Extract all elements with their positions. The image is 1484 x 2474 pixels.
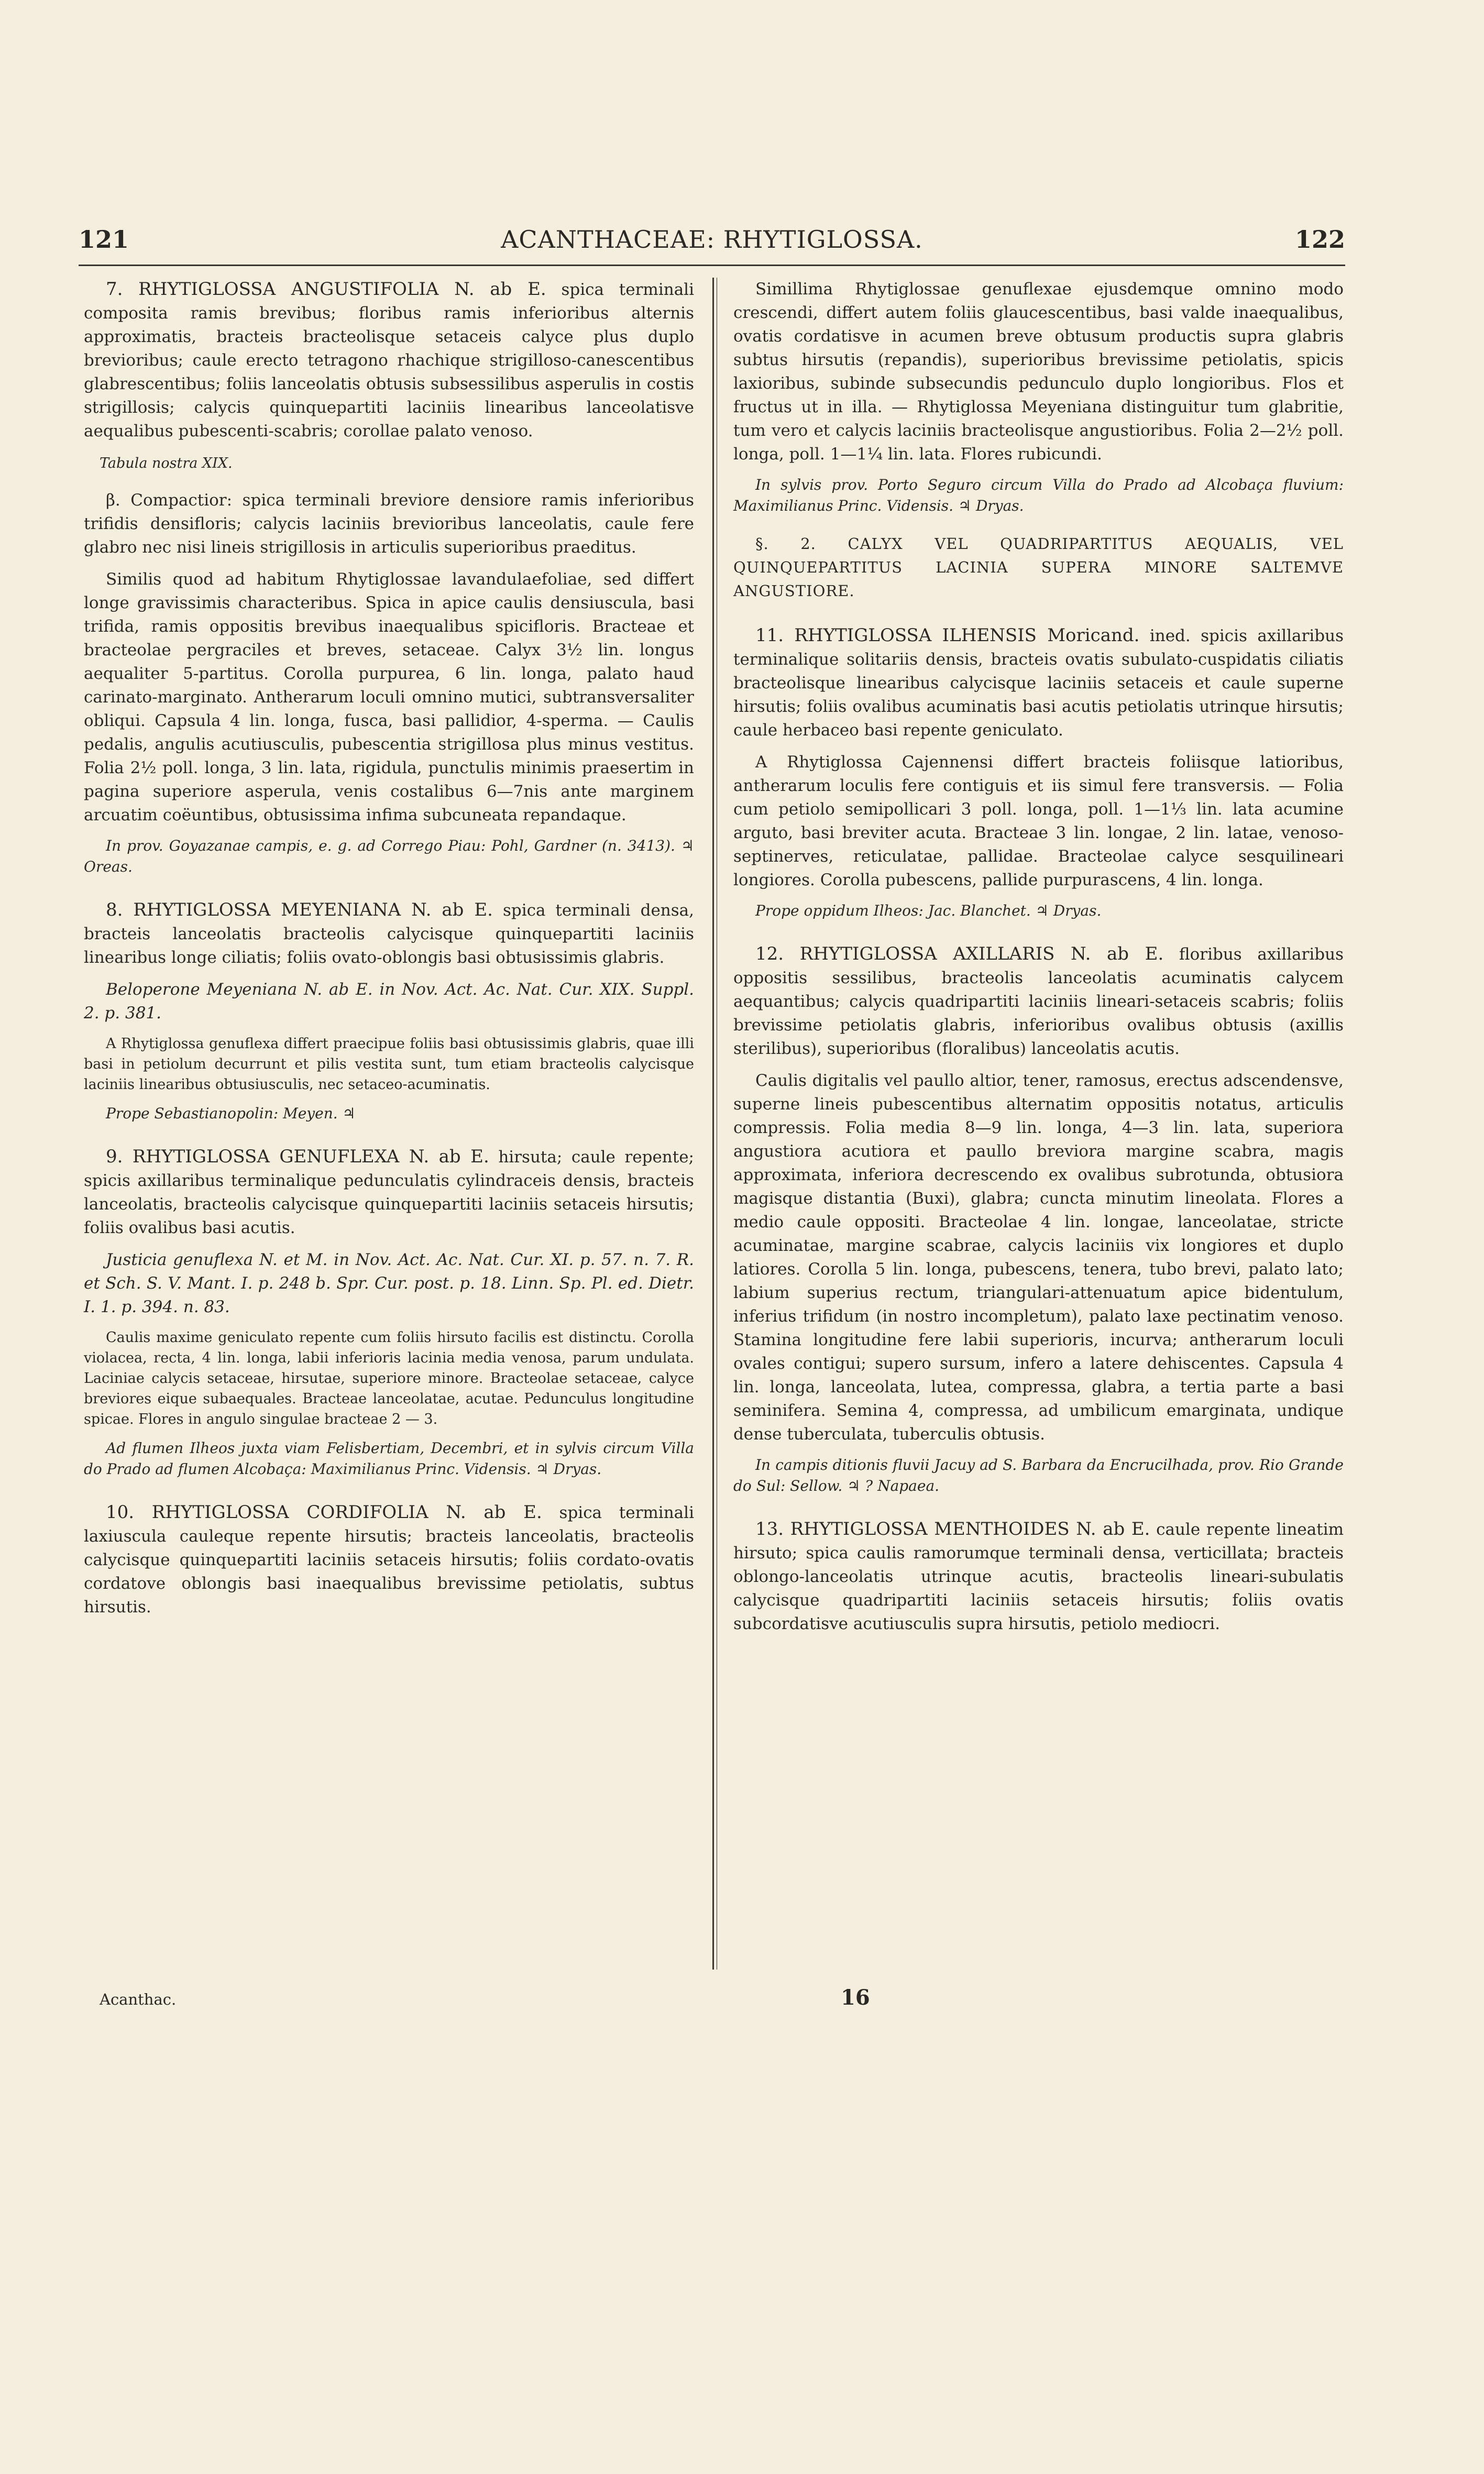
species-10-description: Simillima Rhytiglossae genuflexae ejusdemque omnino modo crescendi, differt autem foliis glaucescentibus, basi valde inaequalibus, ovatis cordatisve in acumen breve obtusum productis supra glabris subtus hirsutis (repandis), superioribus brevissime petiolatis, spicis laxioribus, subinde subsecundis pedunculo duplo longioribus. Flos et fructus ut in illa. — Rhytiglossa Meyeniana distinguitur tum glabritie, tum vero et calycis laciniis bracteolisque angustioribus. Folia 2—2½ poll. longa, poll. 1—1¼ lin. lata. Flores rubicundi.: [733, 280, 1344, 464]
column-divider: [712, 278, 714, 1970]
species-12-locality: In campis ditionis fluvii Jacuy ad S. Barbara da Encrucilhada, prov. Rio Grande do Sul: Sellow. ♃ ? Napaea.: [733, 1456, 1344, 1494]
species-9-synonyms: Justicia genuflexa N. et M. in Nov. Act. Ac. Nat. Cur. XI. p. 57. n. 7. R. et Sch. S. V. Mant. I. p. 248 b. Spr. Cur. post. p. 18. Linn. Sp. Pl. ed. Dietr. I. 1. p. 394. n. 83.: [84, 1250, 694, 1316]
right-column: [733, 278, 1344, 1644]
species-13-diagnosis: caule repente lineatim hirsuto; spica caulis ramorumque terminali densa, verticillata; bracteis oblongo-lanceolatis utrinque acutis, bracteolis lineari-subulatis calycisque quadripartiti laciniis setaceis hirsutis; foliis ovatis subcordatisve acutiusculis supra hirsutis, petiolo mediocri.: [733, 1520, 1344, 1633]
sheet-number: 16: [841, 1985, 870, 2010]
species-11-entry: [733, 624, 1344, 742]
species-7-plate-reference: Tabula nostra XIX.: [100, 455, 233, 471]
species-7-entry: [84, 278, 694, 443]
species-12-diagnosis: floribus axillaribus oppositis sessilibus, bracteolis lanceolatis acuminatis calycem aequantibus; calycis quadripartiti laciniis lineari-setaceis scabris; foliis brevissime petiolatis glabris, inferioribus ovalibus obtusis (axillis sterilibus), superioribus (floralibus) lanceolatis acutis.: [733, 945, 1344, 1058]
right-page-number: 122: [1294, 225, 1345, 254]
species-8-locality: Prope Sebastianopolin: Meyen. ♃: [106, 1105, 356, 1122]
species-8-heading: 8. RHYTIGLOSSA MEYENIANA N. ab E.: [106, 899, 493, 920]
species-10-diagnosis: spica terminali laxiuscula cauleque repente hirsutis; bracteis lanceolatis, bracteolis calycisque quinquepartiti laciniis setaceis hirsutis; foliis cordato-ovatis cordatove oblongis basi inaequalibus brevissime petiolatis, subtus hirsutis.: [84, 1503, 694, 1617]
species-9-heading: 9. RHYTIGLOSSA GENUFLEXA N. ab E.: [106, 1146, 489, 1167]
section-heading-2: §. 2. CALYX VEL QUADRIPARTITUS AEQUALIS, VEL QUINQUEPARTITUS LACINIA SUPERA MINORE SALTEMVE ANGUSTIORE.: [733, 535, 1344, 600]
species-11-heading: 11. RHYTIGLOSSA ILHENSIS Moricand.: [755, 625, 1140, 646]
signature-mark: Acanthac.: [100, 1991, 177, 2008]
species-8-entry: [84, 898, 694, 970]
species-9-diagnosis: hirsuta; caule repente; spicis axillaribus terminalique pedunculatis cylindraceis densis, bracteis lanceolatis, bracteolis calycisque quinquepartiti laciniis setaceis hirsutis; foliis ovalibus basi acutis.: [84, 1148, 695, 1237]
species-9-locality: Ad flumen Ilheos juxta viam Felisbertiam, Decembri, et in sylvis circum Villa do Prado ad flumen Alcobaça: Maximilianus Princ. Vidensis. ♃ Dryas.: [84, 1439, 694, 1478]
running-title: ACANTHACEAE: RHYTIGLOSSA.: [501, 225, 923, 254]
running-header: [79, 225, 1345, 262]
left-column: [84, 278, 694, 1628]
species-10-locality: In sylvis prov. Porto Seguro circum Villa do Prado ad Alcobaça fluvium: Maximilianus Princ. Vidensis. ♃ Dryas.: [733, 476, 1344, 514]
header-rule: [79, 265, 1345, 266]
species-12-description: Caulis digitalis vel paullo altior, tener, ramosus, erectus adscendensve, superne lineis pubescentibus alternatim oppositis notatus, articulis compressis. Folia media 8—9 lin. longa, 4—3 lin. lata, superiora angustiora acutiora et paullo breviora margine scabra, magis approximata, inferiora decrescendo ex ovalibus subrotunda, obtusiora magisque distantia (Buxi), glabra; cuncta minutim lineolata. Flores a medio caule oppositi. Bracteolae 4 lin. longae, lanceolatae, stricte acuminatae, margine scabrae, calycis laciniis vix longiores et duplo latiores. Corolla 5 lin. longa, pubescens, tenera, tubo brevi, palato lato; labium superius rectum, triangulari-attenuatum apice bidentulum, inferius trifidum (in nostro incompletum), palato laxe pectinatim venoso. Stamina longitudine fere labii superioris, incurva; antherarum loculi ovales contigui; supero sursum, infero a latere dehiscentes. Capsula 4 lin. longa, lanceolata, lutea, compressa, glabra, a tertia parte a basi seminifera. Semina 4, compressa, ad umbilicum emarginata, undique dense tuberculata, tuberculis obtusis.: [733, 1071, 1344, 1444]
species-12-entry: [733, 942, 1344, 1061]
species-11-locality: Prope oppidum Ilheos: Jac. Blanchet. ♃ Dryas.: [755, 902, 1102, 919]
species-7-heading: 7. RHYTIGLOSSA ANGUSTIFOLIA N. ab E.: [106, 279, 546, 300]
species-8-note: A Rhytiglossa genuflexa differt praecipue foliis basi obtusissimis glabris, quae illi basi in petiolum decurrunt et pilis vestita sunt, tum etiam bracteolis calycisque laciniis linearibus obtusiusculis, nec setaceo-acuminatis.: [84, 1036, 694, 1093]
species-8-synonym: Beloperone Meyeniana N. ab E. in Nov. Act. Ac. Nat. Cur. XIX. Suppl. 2. p. 381.: [84, 980, 694, 1022]
species-13-entry: [733, 1518, 1344, 1636]
species-13-heading: 13. RHYTIGLOSSA MENTHOIDES N. ab E.: [755, 1519, 1150, 1540]
left-page-number: 121: [79, 225, 129, 254]
species-11-diagnosis: ined. spicis axillaribus terminalique solitariis densis, bracteis ovatis subulato-cuspidatis ciliatis bracteolisque linearibus calycisque laciniis setaceis et caule superne hirsutis; foliis ovalibus acuminatis basi acutis petiolatis utrinque hirsutis; caule herbaceo basi repente geniculato.: [733, 626, 1344, 740]
species-7-locality: In prov. Goyazanae campis, e. g. ad Corrego Piau: Pohl, Gardner (n. 3413). ♃ Oreas.: [84, 837, 694, 875]
species-10-heading: 10. RHYTIGLOSSA CORDIFOLIA N. ab E.: [106, 1502, 542, 1523]
species-11-description: A Rhytiglossa Cajennensi differt bracteis foliisque latioribus, antherarum loculis fere contiguis et iis simul fere transversis. — Folia cum petiolo semipollicari 3 poll. longa, poll. 1—1⅓ lin. lata acumine arguto, basi breviter acuta. Bracteae 3 lin. longae, 2 lin. latae, venoso-septinerves, reticulatae, pallidae. Bracteolae calyce sesquilineari longiores. Corolla pubescens, pallide purpurascens, 4 lin. longa.: [733, 753, 1344, 889]
species-7-diagnosis: spica terminali composita ramis brevibus; floribus ramis inferioribus alternis approximatis, bracteis bracteolisque setaceis calyce plus duplo brevioribus; caule erecto tetragono rhachique strigilloso-canescentibus glabrescentibus; foliis lanceolatis obtusis subsessilibus asperulis in costis strigillosis; calycis quinquepartiti laciniis linearibus lanceolatisve aequalibus pubescenti-scabris; corollae palato venoso.: [84, 280, 695, 441]
species-7-variety-beta: β. Compactior: spica terminali breviore densiore ramis inferioribus trifidis densifloris; calycis laciniis brevioribus lanceolatis, caule fere glabro nec nisi lineis strigillosis in articulis superioribus praeditus.: [84, 491, 694, 557]
species-12-heading: 12. RHYTIGLOSSA AXILLARIS N. ab E.: [755, 943, 1164, 964]
species-9-description: Caulis maxime geniculato repente cum foliis hirsuto facilis est distinctu. Corolla violacea, recta, 4 lin. longa, labii inferioris lacinia media venosa, parum undulata. Laciniae calycis setaceae, hirsutae, superiore minore. Bracteolae setaceae, calyce breviores eique subaequales. Bracteae lanceolatae, acutae. Pedunculus longitudine spicae. Flores in angulo singulae bracteae 2 — 3.: [84, 1329, 694, 1427]
species-7-description: Similis quod ad habitum Rhytiglossae lavandulaefoliae, sed differt longe gravissimis characteribus. Spica in apice caulis densiuscula, basi trifida, ramis oppositis brevibus inaequalibus spicifloris. Bracteae et bracteolae pergraciles et breves, setaceae. Calyx 3½ lin. longus aequaliter 5-partitus. Corolla purpurea, 6 lin. longa, palato haud carinato-marginato. Antherarum loculi omnino mutici, subtransversaliter obliqui. Capsula 4 lin. longa, fusca, basi pallidior, 4-sperma. — Caulis pedalis, angulis acutiusculis, pubescentia strigillosa plus minus vestitus. Folia 2½ poll. longa, 3 lin. lata, rigidula, punctulis minimis praesertim in pagina superiore asperula, venis costalibus 6—7nis ante marginem arcuatim coëuntibus, obtusissima infima subcuneata repandaque.: [84, 570, 694, 824]
species-9-entry: [84, 1145, 694, 1240]
species-10-entry: [84, 1501, 694, 1619]
species-8-diagnosis: spica terminali densa, bracteis lanceolatis bracteolis calycisque quinquepartiti laciniis linearibus longe ciliatis; foliis ovato-oblongis basi obtusissimis glabris.: [84, 901, 695, 967]
